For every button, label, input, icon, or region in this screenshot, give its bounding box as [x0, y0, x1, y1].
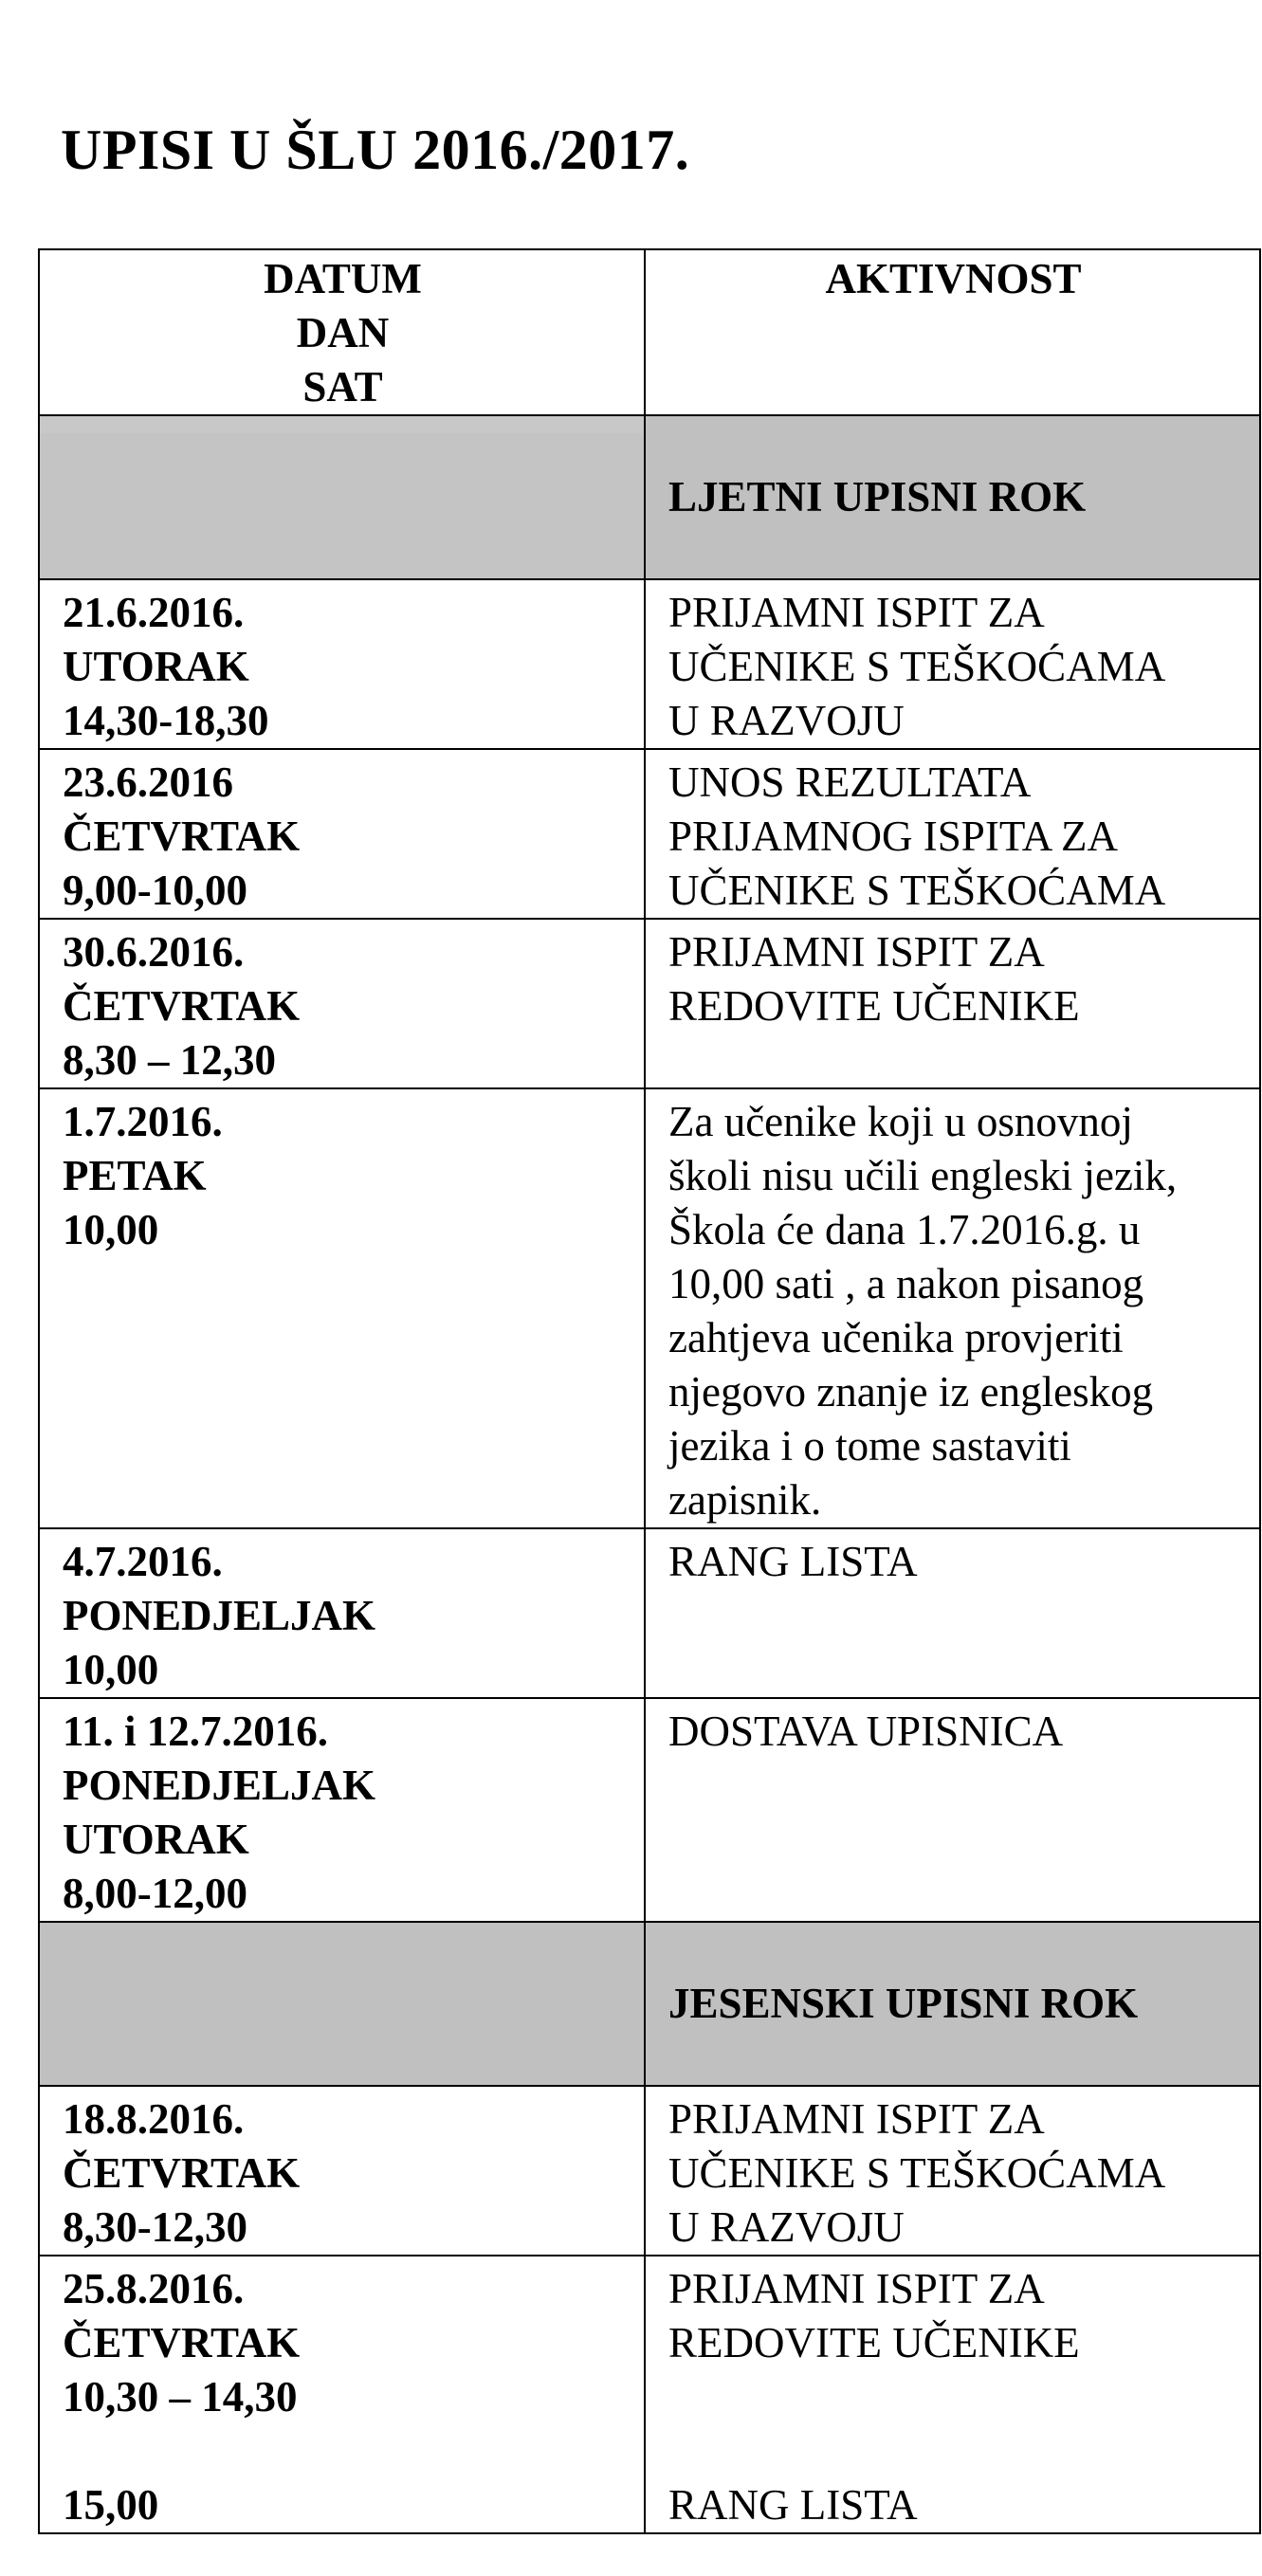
activity-line: 10,00 sati , a nakon pisanog [668, 1260, 1144, 1307]
date-line: 4.7.2016. [63, 1538, 223, 1585]
day-line: ČETVRTAK [63, 982, 301, 1030]
activity-cell [645, 1698, 1260, 1922]
date-cell [39, 1088, 645, 1528]
day-line: PONEDJELJAK [63, 1592, 376, 1639]
activity-cell [645, 749, 1260, 919]
table-row [39, 2086, 1260, 2256]
table-row [39, 1088, 1260, 1528]
blank-line [668, 2424, 1238, 2478]
activity-cell [645, 2086, 1260, 2256]
table-row [39, 1528, 1260, 1698]
date-cell [39, 2256, 645, 2533]
activity-line: UČENIKE S TEŠKOĆAMA [668, 2149, 1166, 2197]
day-line: PONEDJELJAK [63, 1762, 376, 1809]
day-line: UTORAK [63, 1816, 249, 1863]
date-cell [39, 1698, 645, 1922]
day-line: ČETVRTAK [63, 813, 301, 860]
date-cell [39, 919, 645, 1088]
date-line: 11. i 12.7.2016. [63, 1708, 329, 1755]
header-date-cell [39, 249, 645, 415]
activity-line: PRIJAMNI ISPIT ZA [668, 2265, 1045, 2312]
activity-line: školi nisu učili engleski jezik, [668, 1152, 1178, 1199]
activity-line: REDOVITE UČENIKE [668, 2319, 1080, 2366]
date-line: 25.8.2016. [63, 2265, 245, 2312]
day-line: ČETVRTAK [63, 2149, 301, 2197]
activity-cell [645, 579, 1260, 749]
activity-line: UČENIKE S TEŠKOĆAMA [668, 867, 1166, 914]
table-row [39, 1698, 1260, 1922]
day-line: PETAK [63, 1152, 207, 1199]
activity-line: Škola će dana 1.7.2016.g. u [668, 1206, 1141, 1253]
section-date-cell [39, 1922, 645, 2086]
time-line: 14,30-18,30 [63, 697, 269, 744]
day-line: UTORAK [63, 643, 249, 690]
activity-line: UČENIKE S TEŠKOĆAMA [668, 643, 1166, 690]
activity-line: PRIJAMNI ISPIT ZA [668, 928, 1045, 976]
activity-line: Za učenike koji u osnovnoj [668, 1098, 1133, 1145]
activity-line: PRIJAMNOG ISPITA ZA [668, 813, 1118, 860]
header-day-label: DAN [296, 309, 390, 356]
table-row [39, 579, 1260, 749]
table-row [39, 2256, 1260, 2533]
time-line: 8,30-12,30 [63, 2203, 247, 2251]
activity-line: UNOS REZULTATA [668, 758, 1032, 806]
header-time-label: SAT [302, 363, 383, 411]
section-row-autumn [39, 1922, 1260, 2086]
header-activity-label: AKTIVNOST [825, 255, 1082, 302]
activity-cell [645, 1528, 1260, 1698]
date-line: 30.6.2016. [63, 928, 245, 976]
date-cell [39, 1528, 645, 1698]
time-line: 10,30 – 14,30 [63, 2373, 298, 2421]
activity-line: zahtjeva učenika provjeriti [668, 1314, 1124, 1361]
activity-line: REDOVITE UČENIKE [668, 982, 1080, 1030]
date-line: 23.6.2016 [63, 758, 233, 806]
activity-line: PRIJAMNI ISPIT ZA [668, 589, 1045, 636]
activity-line: U RAZVOJU [668, 2203, 905, 2251]
day-line: ČETVRTAK [63, 2319, 301, 2366]
enrollment-schedule-table [38, 248, 1261, 2534]
header-activity-cell [645, 249, 1260, 415]
table-row [39, 919, 1260, 1088]
activity-line: RANG LISTA [668, 1538, 918, 1585]
date-cell [39, 579, 645, 749]
date-cell [39, 749, 645, 919]
section-row-summer [39, 415, 1260, 579]
time-line: 9,00-10,00 [63, 867, 247, 914]
activity-line: njegovo znanje iz engleskog [668, 1368, 1154, 1416]
header-date-label: DATUM [264, 255, 422, 302]
section-date-cell [39, 415, 645, 579]
activity-line: zapisnik. [668, 1476, 822, 1524]
time-line: 10,00 [63, 1206, 159, 1253]
activity-line: RANG LISTA [668, 2481, 918, 2529]
section-title-autumn: JESENSKI UPISNI ROK [645, 1922, 1260, 2086]
activity-line: DOSTAVA UPISNICA [668, 1708, 1064, 1755]
activity-cell [645, 1088, 1260, 1528]
time-line: 8,30 – 12,30 [63, 1036, 276, 1084]
activity-line: jezika i o tome sastaviti [668, 1422, 1071, 1470]
section-title-summer: LJETNI UPISNI ROK [645, 415, 1260, 579]
blank-line [668, 2370, 1238, 2424]
activity-line: U RAZVOJU [668, 697, 905, 744]
date-line: 18.8.2016. [63, 2095, 245, 2143]
page-title: UPISI U ŠLU 2016./2017. [61, 119, 690, 181]
date-cell [39, 2086, 645, 2256]
time-line: 10,00 [63, 1646, 159, 1693]
table-header-row [39, 249, 1260, 415]
table-row [39, 749, 1260, 919]
activity-cell [645, 2256, 1260, 2533]
date-line: 1.7.2016. [63, 1098, 223, 1145]
blank-line [63, 2424, 623, 2478]
time-line: 15,00 [63, 2481, 159, 2529]
time-line: 8,00-12,00 [63, 1870, 247, 1917]
date-line: 21.6.2016. [63, 589, 245, 636]
activity-line: PRIJAMNI ISPIT ZA [668, 2095, 1045, 2143]
activity-cell [645, 919, 1260, 1088]
